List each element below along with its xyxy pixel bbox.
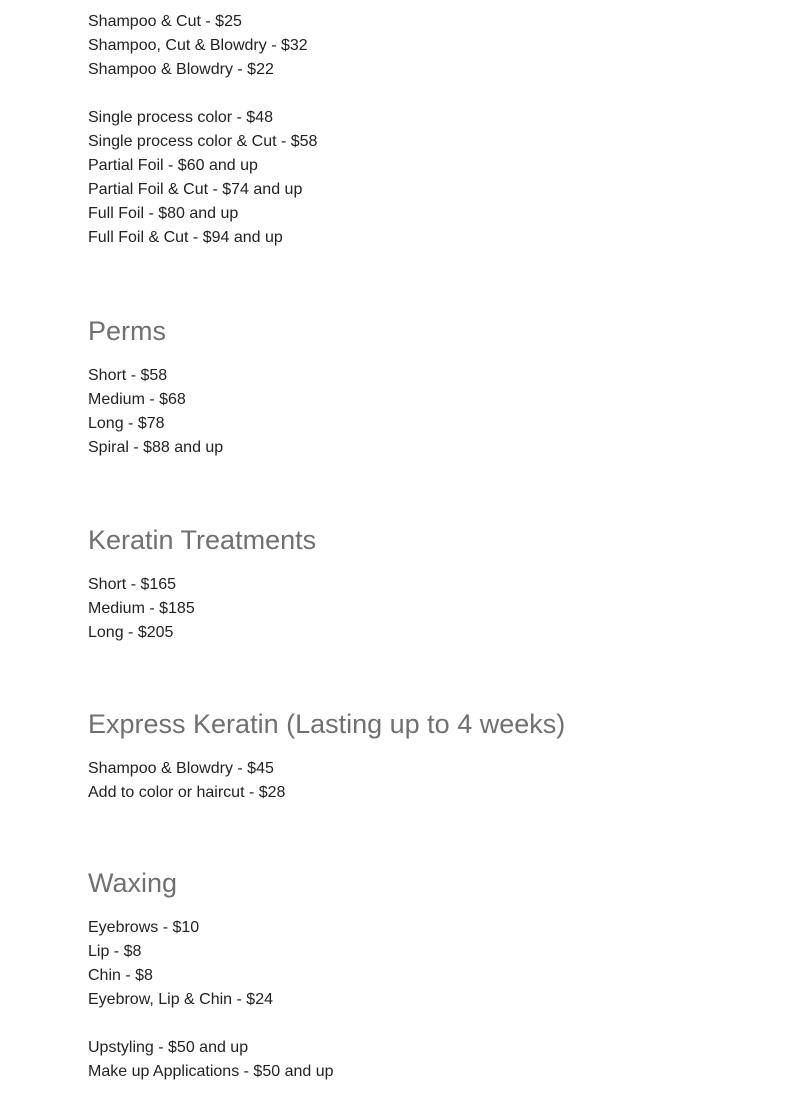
section-heading-waxing: Waxing <box>88 868 178 898</box>
price-item: Shampoo & Blowdry - $45 <box>88 760 274 777</box>
price-item: Add to color or haircut - $28 <box>88 784 286 801</box>
price-item: Medium - $68 <box>88 391 186 408</box>
price-item: Partial Foil & Cut - $74 and up <box>88 181 303 198</box>
haircut-services <box>88 10 738 82</box>
price-item: Spiral - $88 and up <box>88 439 224 456</box>
section-heading-keratin: Keratin Treatments <box>88 525 317 555</box>
price-list <box>88 10 738 1084</box>
price-item: Partial Foil - $60 and up <box>88 157 258 174</box>
price-item: Short - $165 <box>88 576 177 593</box>
price-item: Chin - $8 <box>88 967 153 984</box>
price-item: Full Foil & Cut - $94 and up <box>88 229 283 246</box>
waxing-list <box>88 916 738 1012</box>
price-item: Medium - $185 <box>88 600 195 617</box>
section-heading-express-keratin: Express Keratin (Lasting up to 4 weeks) <box>88 709 566 739</box>
price-item: Long - $78 <box>88 415 165 432</box>
price-item: Single process color - $48 <box>88 109 273 126</box>
perms-list <box>88 364 738 460</box>
price-item: Short - $58 <box>88 367 168 384</box>
extra-services-list <box>88 1036 738 1084</box>
price-item: Lip - $8 <box>88 943 142 960</box>
color-services <box>88 106 738 250</box>
price-item: Single process color & Cut - $58 <box>88 133 318 150</box>
price-item: Full Foil - $80 and up <box>88 205 239 222</box>
price-item: Shampoo & Blowdry - $22 <box>88 61 274 78</box>
price-item: Eyebrows - $10 <box>88 919 200 936</box>
price-item: Long - $205 <box>88 624 174 641</box>
price-item: Shampoo, Cut & Blowdry - $32 <box>88 37 308 54</box>
price-item: Make up Applications - $50 and up <box>88 1063 334 1080</box>
price-item: Shampoo & Cut - $25 <box>88 13 242 30</box>
price-item: Eyebrow, Lip & Chin - $24 <box>88 991 273 1008</box>
section-heading-perms: Perms <box>88 316 167 346</box>
price-item: Upstyling - $50 and up <box>88 1039 249 1056</box>
keratin-list <box>88 573 738 645</box>
express-keratin-list <box>88 757 738 805</box>
